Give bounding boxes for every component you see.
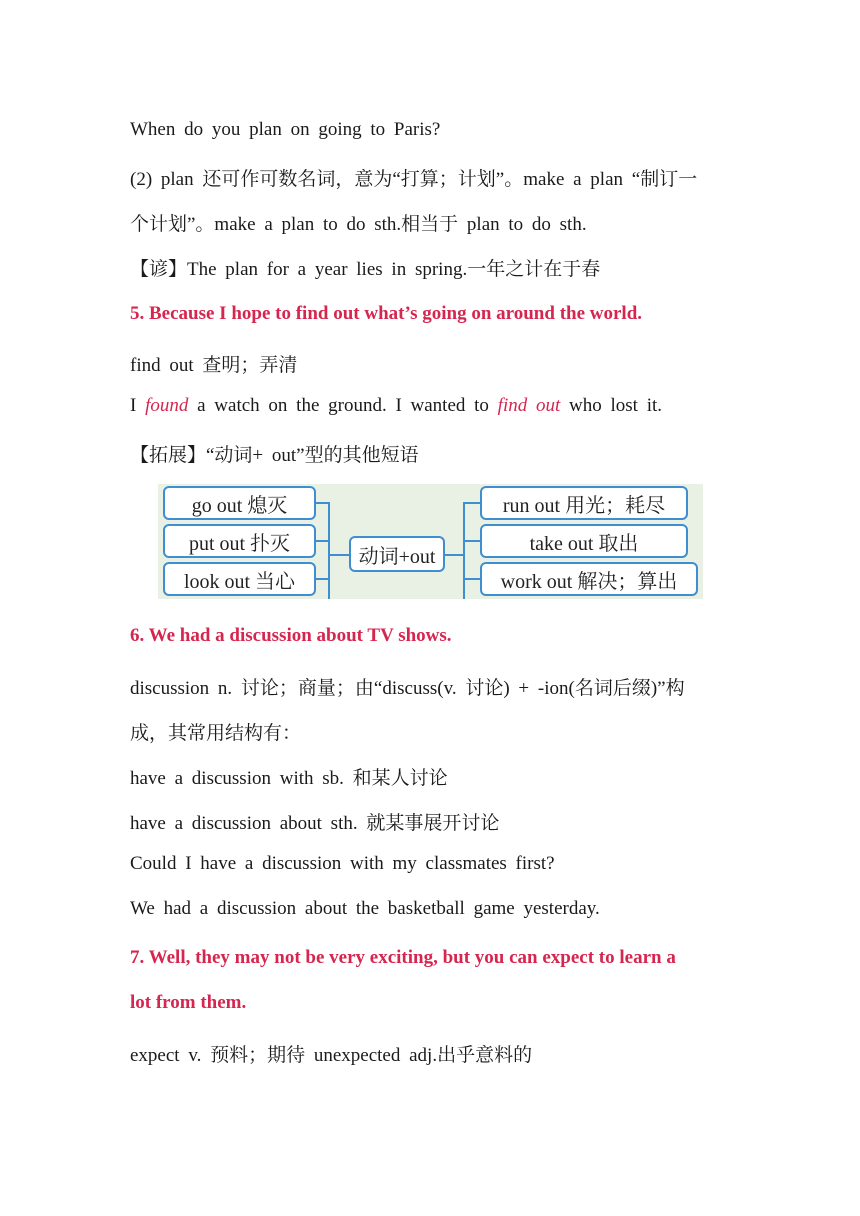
mindmap-center: 动词+out [349, 536, 445, 572]
mindmap-left-item: look out 当心 [163, 562, 316, 596]
extension-label: 【拓展】“动词+ out”型的其他短语 [130, 445, 419, 466]
structure-about: have a discussion about sth. 就某事展开讨论 [130, 813, 500, 834]
find-out-definition: find out 查明；弄清 [130, 355, 298, 376]
structure-with: have a discussion with sb. 和某人讨论 [130, 768, 448, 789]
heading-7-cont: lot from them. [130, 992, 247, 1013]
mindmap-right-item: work out 解决；算出 [480, 562, 698, 596]
heading-5: 5. Because I hope to find out what’s going on around the world. [130, 303, 643, 324]
heading-7: 7. Well, they may not be very exciting, but you can expect to learn a [130, 947, 676, 968]
find-out-example [130, 395, 662, 417]
discussion-definition-cont: 成，其常用结构有： [130, 723, 302, 744]
highlight-find-out: find out [497, 395, 561, 416]
mindmap-left-item: put out 扑灭 [163, 524, 316, 558]
example-classmates: Could I have a discussion with my classmates first? [130, 853, 555, 874]
example-text: a watch on the ground. I wanted to [188, 395, 498, 416]
verb-out-mindmap [158, 484, 703, 599]
plan-noun-note: (2) plan 还可作可数名词，意为“打算；计划”。make a plan “制订一 [130, 169, 698, 190]
connector [463, 578, 481, 580]
connector [328, 554, 350, 556]
example-text: who lost it. [560, 395, 662, 416]
connector [328, 502, 330, 599]
example-sentence-paris: When do you plan on going to Paris? [130, 119, 441, 140]
mindmap-left-item: go out 熄灭 [163, 486, 316, 520]
proverb-line: 【谚】The plan for a year lies in spring.一年之计在于春 [130, 259, 601, 280]
connector [463, 502, 465, 599]
example-basketball: We had a discussion about the basketball game yesterday. [130, 898, 600, 919]
mindmap-right-item: take out 取出 [480, 524, 688, 558]
plan-noun-note-cont: 个计划”。make a plan to do sth.相当于 plan to do sth. [130, 214, 587, 235]
heading-6: 6. We had a discussion about TV shows. [130, 625, 452, 646]
mindmap-right-item: run out 用光；耗尽 [480, 486, 688, 520]
discussion-definition: discussion n. 讨论；商量；由“discuss(v. 讨论) + -ion(名词后缀)”构 [130, 678, 685, 699]
highlight-found: found [145, 395, 189, 416]
connector [463, 540, 481, 542]
connector [463, 502, 481, 504]
expect-definition: expect v. 预料；期待 unexpected adj.出乎意料的 [130, 1045, 533, 1066]
connector [445, 554, 465, 556]
example-text: I [130, 395, 146, 416]
